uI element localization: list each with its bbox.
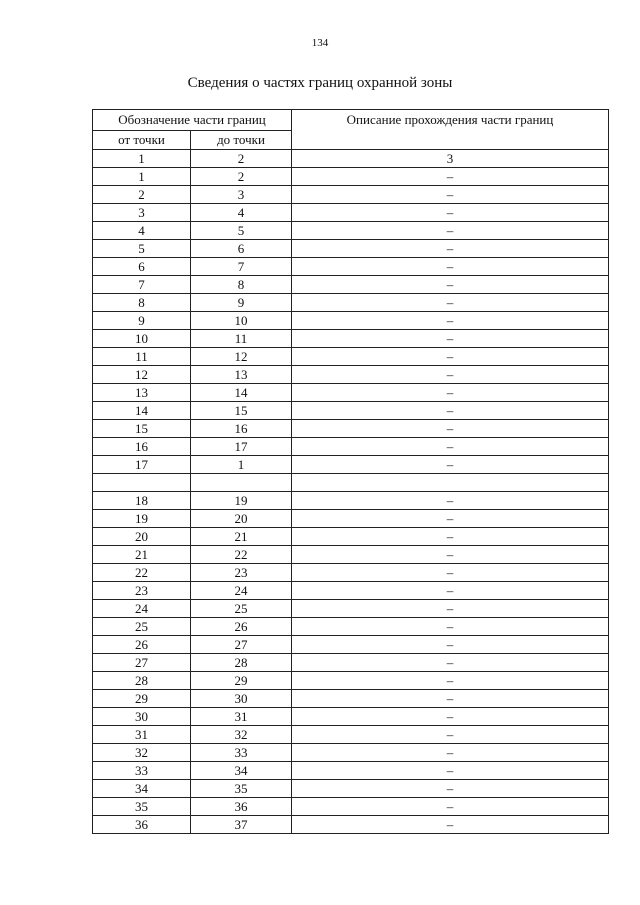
cell-from-point: 3	[93, 204, 191, 222]
cell-description: –	[292, 672, 609, 690]
table-row	[93, 600, 609, 618]
cell-from-point: 21	[93, 546, 191, 564]
table-row	[93, 186, 609, 204]
cell-to-point: 22	[191, 546, 292, 564]
cell-from-point: 8	[93, 294, 191, 312]
table-row	[93, 402, 609, 420]
table-spacer-row	[93, 474, 609, 492]
cell-from-point: 12	[93, 366, 191, 384]
cell-from-point: 1	[93, 150, 191, 168]
cell-from-point: 29	[93, 690, 191, 708]
table-row	[93, 150, 609, 168]
cell-to-point: 31	[191, 708, 292, 726]
cell-from-point: 24	[93, 600, 191, 618]
cell-to-point: 10	[191, 312, 292, 330]
cell-to-point: 26	[191, 618, 292, 636]
cell-to-point: 12	[191, 348, 292, 366]
cell-to-point: 2	[191, 168, 292, 186]
cell-to-point: 17	[191, 438, 292, 456]
cell-description: –	[292, 312, 609, 330]
cell-to-point: 27	[191, 636, 292, 654]
cell-description: –	[292, 636, 609, 654]
table-row	[93, 582, 609, 600]
cell-from-point: 33	[93, 762, 191, 780]
table-row	[93, 438, 609, 456]
cell-to-point: 16	[191, 420, 292, 438]
cell-description: –	[292, 492, 609, 510]
cell-to-point: 33	[191, 744, 292, 762]
table-row	[93, 510, 609, 528]
cell-to-point: 14	[191, 384, 292, 402]
cell-description: –	[292, 564, 609, 582]
page-number: 134	[311, 37, 329, 49]
cell-description: –	[292, 546, 609, 564]
cell-from-point: 35	[93, 798, 191, 816]
cell-to-point: 37	[191, 816, 292, 834]
cell-description: –	[292, 816, 609, 834]
cell-description: –	[292, 618, 609, 636]
cell-description: –	[292, 762, 609, 780]
cell-description	[292, 474, 609, 492]
table-row	[93, 456, 609, 474]
table-body	[93, 150, 609, 834]
cell-from-point: 6	[93, 258, 191, 276]
cell-from-point	[93, 474, 191, 492]
cell-description: –	[292, 582, 609, 600]
cell-description: –	[292, 600, 609, 618]
table-row	[93, 546, 609, 564]
cell-to-point: 1	[191, 456, 292, 474]
cell-to-point: 13	[191, 366, 292, 384]
cell-to-point: 36	[191, 798, 292, 816]
cell-to-point: 24	[191, 582, 292, 600]
cell-description: –	[292, 654, 609, 672]
cell-from-point: 16	[93, 438, 191, 456]
cell-from-point: 18	[93, 492, 191, 510]
header-to-point: до точки	[191, 131, 292, 150]
cell-description: –	[292, 348, 609, 366]
cell-from-point: 9	[93, 312, 191, 330]
boundary-parts-table	[92, 109, 609, 834]
cell-to-point: 4	[191, 204, 292, 222]
cell-to-point: 34	[191, 762, 292, 780]
table-row	[93, 654, 609, 672]
cell-description: –	[292, 402, 609, 420]
cell-from-point: 14	[93, 402, 191, 420]
cell-from-point: 17	[93, 456, 191, 474]
cell-description: –	[292, 780, 609, 798]
table-row	[93, 330, 609, 348]
table-row	[93, 618, 609, 636]
table-row	[93, 366, 609, 384]
table-row	[93, 726, 609, 744]
cell-from-point: 23	[93, 582, 191, 600]
cell-to-point	[191, 474, 292, 492]
table-row	[93, 672, 609, 690]
cell-description: –	[292, 420, 609, 438]
table-row	[93, 564, 609, 582]
header-from-point: от точки	[93, 131, 191, 150]
table-row	[93, 294, 609, 312]
cell-description: –	[292, 276, 609, 294]
table-row	[93, 744, 609, 762]
cell-from-point: 27	[93, 654, 191, 672]
cell-description: –	[292, 294, 609, 312]
cell-to-point: 25	[191, 600, 292, 618]
table-row	[93, 222, 609, 240]
cell-to-point: 15	[191, 402, 292, 420]
cell-to-point: 8	[191, 276, 292, 294]
cell-from-point: 10	[93, 330, 191, 348]
cell-from-point: 34	[93, 780, 191, 798]
cell-from-point: 30	[93, 708, 191, 726]
cell-from-point: 4	[93, 222, 191, 240]
cell-description: –	[292, 510, 609, 528]
table-row	[93, 690, 609, 708]
cell-description: –	[292, 438, 609, 456]
table-row	[93, 168, 609, 186]
cell-to-point: 5	[191, 222, 292, 240]
cell-from-point: 7	[93, 276, 191, 294]
cell-to-point: 3	[191, 186, 292, 204]
header-description: Описание прохождения части границ	[292, 110, 609, 150]
cell-description: –	[292, 240, 609, 258]
cell-description: –	[292, 222, 609, 240]
cell-description: –	[292, 384, 609, 402]
table-row	[93, 528, 609, 546]
cell-description: –	[292, 798, 609, 816]
table-row	[93, 636, 609, 654]
cell-to-point: 21	[191, 528, 292, 546]
table-row	[93, 258, 609, 276]
page-title: Сведения о частях границ охранной зоны	[187, 75, 453, 91]
cell-description: –	[292, 204, 609, 222]
table-row	[93, 384, 609, 402]
table-row	[93, 816, 609, 834]
cell-description: –	[292, 366, 609, 384]
cell-from-point: 36	[93, 816, 191, 834]
cell-description: –	[292, 456, 609, 474]
cell-from-point: 28	[93, 672, 191, 690]
table-row	[93, 348, 609, 366]
table-row	[93, 312, 609, 330]
cell-from-point: 11	[93, 348, 191, 366]
table-row	[93, 492, 609, 510]
table-row	[93, 762, 609, 780]
cell-to-point: 9	[191, 294, 292, 312]
cell-from-point: 2	[93, 186, 191, 204]
cell-from-point: 25	[93, 618, 191, 636]
table-row	[93, 798, 609, 816]
cell-to-point: 19	[191, 492, 292, 510]
cell-to-point: 32	[191, 726, 292, 744]
table-row	[93, 708, 609, 726]
cell-description: –	[292, 690, 609, 708]
cell-to-point: 2	[191, 150, 292, 168]
cell-from-point: 31	[93, 726, 191, 744]
cell-from-point: 5	[93, 240, 191, 258]
cell-from-point: 32	[93, 744, 191, 762]
cell-to-point: 30	[191, 690, 292, 708]
table-row	[93, 276, 609, 294]
cell-from-point: 1	[93, 168, 191, 186]
cell-from-point: 19	[93, 510, 191, 528]
cell-description: –	[292, 708, 609, 726]
table-row	[93, 780, 609, 798]
header-boundary-designation: Обозначение части границ	[93, 110, 292, 131]
cell-description: 3	[292, 150, 609, 168]
cell-from-point: 22	[93, 564, 191, 582]
cell-description: –	[292, 186, 609, 204]
table-row	[93, 420, 609, 438]
cell-description: –	[292, 744, 609, 762]
cell-to-point: 35	[191, 780, 292, 798]
cell-to-point: 6	[191, 240, 292, 258]
cell-to-point: 20	[191, 510, 292, 528]
cell-description: –	[292, 330, 609, 348]
cell-from-point: 13	[93, 384, 191, 402]
table-row	[93, 204, 609, 222]
cell-to-point: 23	[191, 564, 292, 582]
cell-description: –	[292, 726, 609, 744]
cell-to-point: 28	[191, 654, 292, 672]
cell-to-point: 11	[191, 330, 292, 348]
cell-description: –	[292, 258, 609, 276]
cell-from-point: 20	[93, 528, 191, 546]
cell-description: –	[292, 528, 609, 546]
cell-description: –	[292, 168, 609, 186]
cell-to-point: 7	[191, 258, 292, 276]
cell-from-point: 26	[93, 636, 191, 654]
table-row	[93, 240, 609, 258]
cell-to-point: 29	[191, 672, 292, 690]
cell-from-point: 15	[93, 420, 191, 438]
